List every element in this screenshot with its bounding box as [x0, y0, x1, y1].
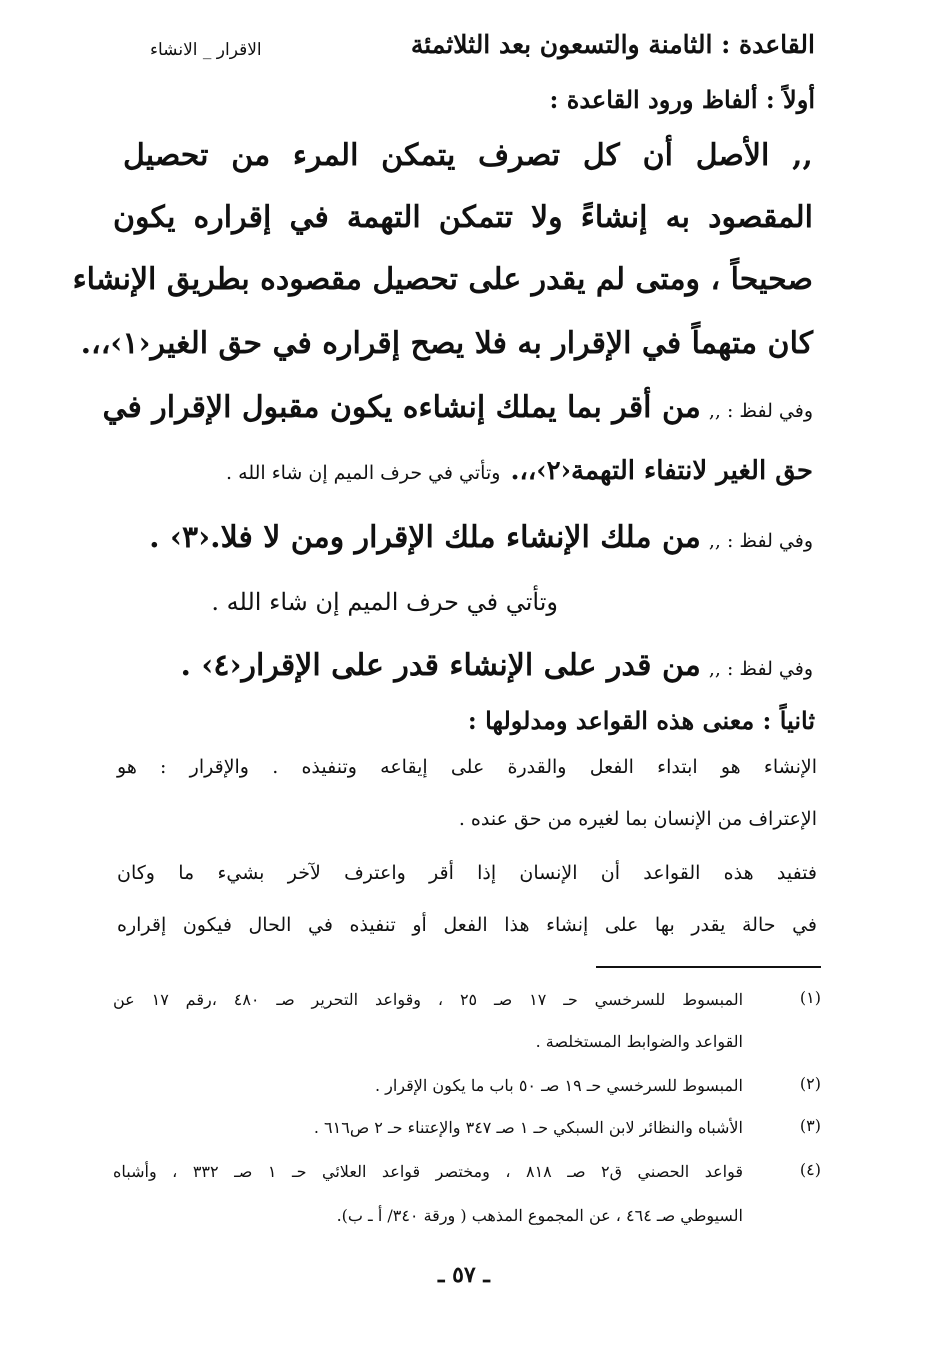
variant1-line2: [226, 456, 813, 486]
explanation-line: في حالة يقدر بها على إنشاء هذا الفعل أو تنفيذه في الحال فيكون إقراره: [117, 914, 817, 936]
quote-line: صحيحاً ، ومتى لم يقدر على تحصيل مقصوده بطريق الإنشاء: [72, 262, 813, 297]
footnote-text: القواعد والضوابط المستخلصة .: [535, 1032, 743, 1051]
footnote-number: (٢): [799, 1074, 821, 1093]
quote-line: كان متهماً في الإقرار به فلا يصح إقراره في حق الغير‹١›،،.: [80, 326, 813, 361]
variant-prefix: وفي لفظ : ,,: [708, 658, 813, 680]
variant-text: حق الغير لانتفاء التهمة‹٢›،،.: [510, 456, 813, 486]
rule-title: القاعدة : الثامنة والتسعون بعد الثلاثمئة: [410, 30, 815, 59]
variant-note: وتأتي في حرف الميم إن شاء الله .: [226, 462, 501, 484]
variant-text: من أقر بما يملك إنشاءه يكون مقبول الإقرار في: [102, 390, 701, 425]
section2-heading: ثانياً : معنى هذه القواعد ومدلولها :: [467, 706, 815, 735]
variant-prefix: وفي لفظ : ,,: [708, 400, 813, 422]
explanation-line: فتفيد هذه القواعد أن الإنسان إذا أقر واعترف لآخر بشيء ما وكان: [117, 862, 817, 884]
section1-heading: أولاً : ألفاظ ورود القاعدة :: [549, 85, 815, 114]
variant2-note: وتأتي في حرف الميم إن شاء الله .: [211, 588, 558, 616]
footnote-text: السيوطي صـ ٤٦٤ ، عن المجموع المذهب ( ورقة ٣٤٠/ أ ـ ب).: [336, 1206, 743, 1225]
quote-line: المقصود به إنشاءً ولا تتمكن التهمة في إقراره يكون: [113, 200, 813, 235]
variant-text: من ملك الإنشاء ملك الإقرار ومن لا فلا.‹٣› .: [149, 520, 701, 555]
variant3-line: [180, 648, 813, 683]
variant-text: من قدر على الإنشاء قدر على الإقرار‹٤› .: [180, 648, 701, 683]
footnote-text: المبسوط للسرخسي حـ ١٧ صـ ٢٥ ، وقواعد التحرير صـ ٤٨٠ ،رقم ١٧ عن: [113, 990, 744, 1009]
footnote-text: الأشباه والنظائر لابن السبكي حـ ١ صـ ٣٤٧ والإعتناء حـ ٢ ص٦١٦ .: [313, 1118, 743, 1137]
footnote-divider: [596, 966, 821, 968]
quote-line: ,, الأصل أن كل تصرف يتمكن المرء من تحصيل: [123, 138, 813, 173]
footnote-number: (١): [799, 988, 821, 1007]
variant1-line1: [102, 390, 813, 425]
footnote-number: (٤): [799, 1160, 821, 1179]
footnote-number: (٣): [799, 1116, 821, 1135]
footnote-text: قواعد الحصني ق٢ صـ ٨١٨ ، ومختصر قواعد العلائي حـ ١ صـ ٣٣٢ ، وأشباه: [113, 1162, 744, 1181]
footnote-text: المبسوط للسرخسي حـ ١٩ صـ ٥٠ باب ما يكون الإقرار .: [374, 1076, 743, 1095]
variant-prefix: وفي لفظ : ,,: [708, 530, 813, 552]
explanation-line: الإعتراف من الإنسان بما لغيره من حق عنده .: [458, 808, 817, 830]
running-header: الاقرار _ الانشاء: [150, 40, 262, 60]
variant2-line: [149, 520, 813, 555]
page-number: ـ ٥٧ ـ: [438, 1262, 490, 1288]
explanation-line: الإنشاء هو ابتداء الفعل والقدرة على إيقاعه وتنفيذه . والإقرار : هو: [117, 756, 817, 778]
